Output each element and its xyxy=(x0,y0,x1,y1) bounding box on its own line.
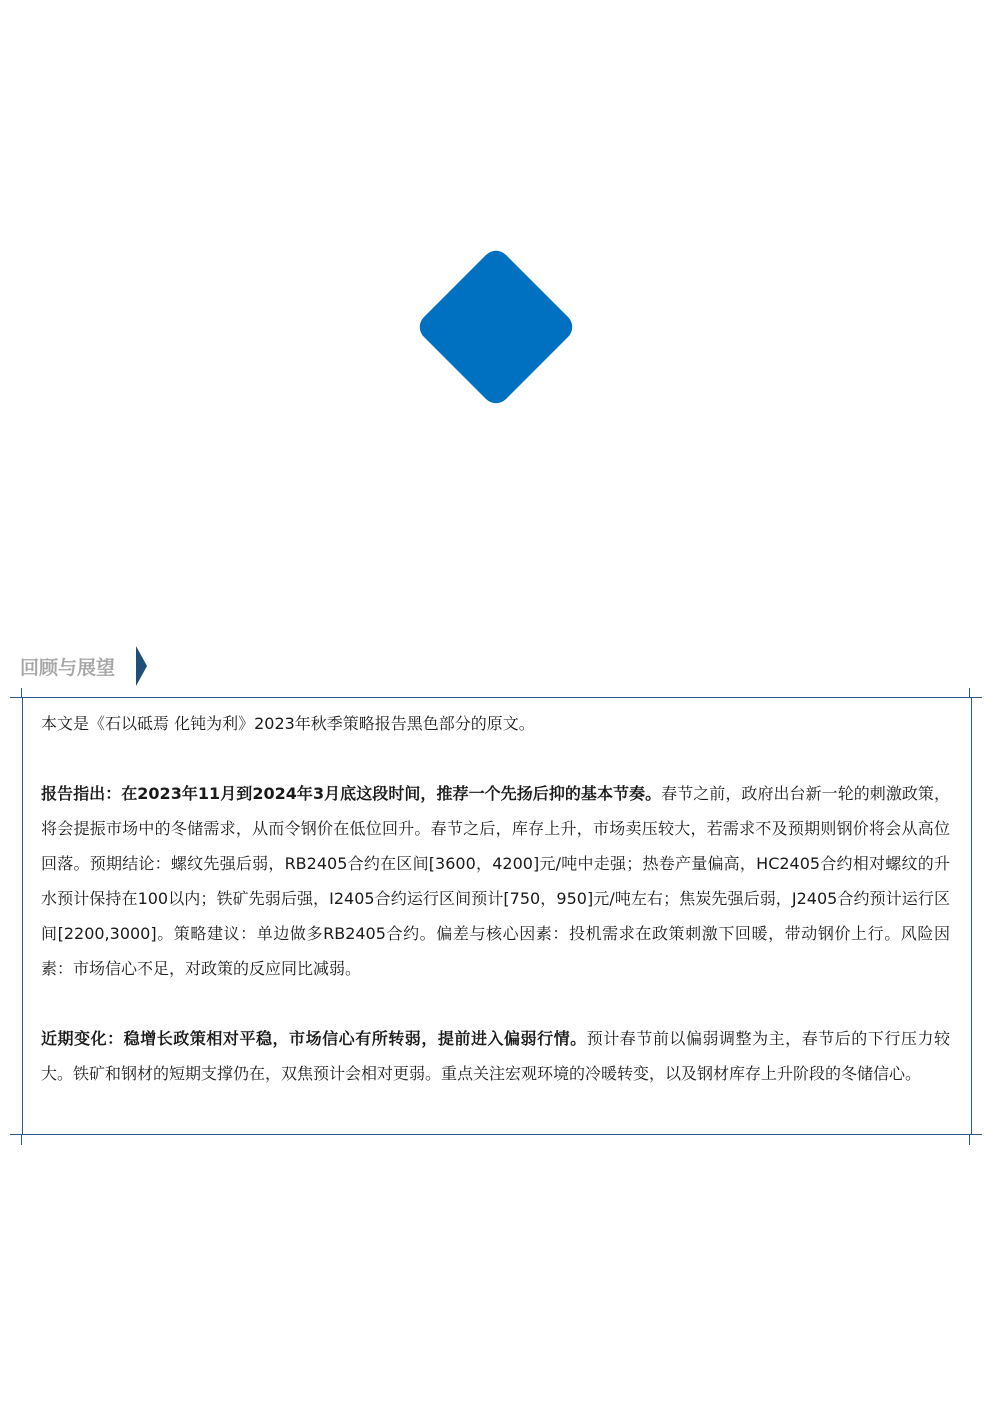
article-body xyxy=(41,706,950,1091)
recent-changes-body: 预计春节前以偏弱调整为主，春节后的下行压力较大。铁矿和钢材的短期支撑仍在，双焦预计会相对更弱。重点关注宏观环境的冷暖转变，以及钢材库存上升阶段的冬储信心。 xyxy=(41,1029,950,1083)
recent-changes-lead: 近期变化：稳增长政策相对平稳，市场信心有所转弱，提前进入偏弱行情。 xyxy=(41,1029,587,1048)
corner-tick xyxy=(969,1135,970,1145)
intro-paragraph: 本文是《石以砥焉 化钝为利》2023年秋季策略报告黑色部分的原文。 xyxy=(41,714,535,733)
section-header xyxy=(20,646,115,686)
recent-changes-paragraph xyxy=(41,1021,950,1091)
chevron-right-icon xyxy=(136,646,147,686)
corner-tick xyxy=(21,688,22,698)
section-title: 回顾与展望 xyxy=(20,656,116,679)
corner-tick xyxy=(969,688,970,698)
corner-tick xyxy=(21,1135,22,1145)
report-summary-lead: 报告指出：在2023年11月到2024年3月底这段时间，推荐一个先扬后抑的基本节奏。 xyxy=(41,784,662,803)
report-summary-body: 春节之前，政府出台新一轮的刺激政策，将会提振市场中的冬储需求，从而令钢价在低位回升。春节之后，库存上升，市场卖压较大，若需求不及预期则钢价将会从高位回落。预期结论：螺纹先强后弱，RB2405合约在区间[3600，4200]元/吨中走强；热卷产量偏高，HC2405合约相对螺纹的升水预计保持在100以内；铁矿先弱后强，I2405合约运行区间预计[750，950]元/吨左右；焦炭先强后弱，J2405合约预计运行区间[2200,3000]。策略建议：单边做多RB2405合约。偏差与核心因素：投机需求在政策刺激下回暖，带动钢价上行。风险因素：市场信心不足，对政策的反应同比减弱。 xyxy=(41,784,950,978)
logo-diamond-icon xyxy=(414,245,578,409)
report-summary-paragraph xyxy=(41,776,950,986)
